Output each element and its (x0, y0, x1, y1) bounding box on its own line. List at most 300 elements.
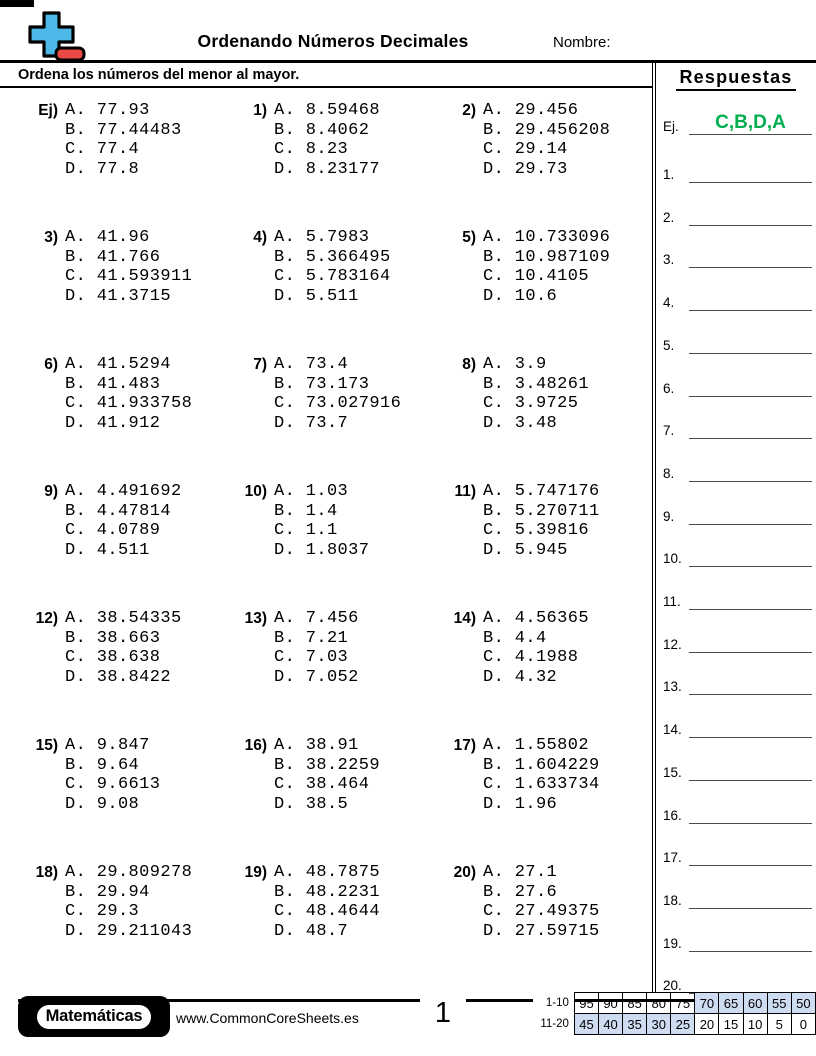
answer-slot-label: 9. (663, 508, 675, 524)
option-value: 41.766 (96, 247, 161, 267)
option-line (483, 414, 589, 434)
option-value: 8.4062 (305, 120, 370, 140)
option-letter: D. (483, 286, 505, 306)
problem-options (483, 609, 589, 687)
option-letter: B. (65, 755, 87, 775)
option-letter: B. (65, 247, 87, 267)
option-value: 1.8037 (305, 540, 370, 560)
option-value: 3.9 (514, 355, 547, 374)
option-line (65, 140, 182, 160)
option-line (483, 863, 600, 883)
option-line (274, 775, 380, 795)
problem-number: 8) (462, 356, 476, 373)
option-line (483, 609, 589, 629)
option-letter: B. (483, 247, 505, 267)
option-value: 10.4105 (514, 267, 589, 286)
option-line (274, 248, 391, 268)
problem-options (65, 101, 182, 179)
problem-options (65, 609, 182, 687)
option-letter: D. (65, 286, 87, 306)
option-value: 41.593911 (96, 267, 193, 286)
option-letter: D. (274, 159, 296, 179)
problem-options (483, 101, 610, 179)
score-cell: 25 (671, 1014, 695, 1035)
answer-slot-label: 13. (663, 679, 682, 695)
problem-block (18, 482, 227, 609)
option-letter: C. (274, 648, 296, 667)
option-line (274, 140, 380, 160)
score-cell: 35 (623, 1014, 647, 1035)
option-line (65, 541, 182, 561)
option-line (483, 795, 600, 815)
option-value: 1.96 (514, 794, 558, 814)
option-value: 38.663 (96, 628, 161, 648)
option-line (65, 375, 192, 395)
option-line (483, 101, 610, 121)
option-line (483, 394, 589, 414)
option-value: 7.03 (305, 648, 349, 667)
option-value: 1.55802 (514, 736, 589, 755)
option-line (274, 902, 380, 922)
option-value: 10.987109 (514, 247, 611, 267)
problem-block (227, 101, 436, 228)
option-letter: A. (483, 228, 505, 247)
option-value: 41.5294 (96, 355, 171, 374)
problem-options (483, 228, 610, 306)
answer-slot-label: 19. (663, 935, 682, 951)
option-line (274, 668, 359, 688)
problem-block (227, 355, 436, 482)
score-table (533, 992, 816, 1035)
brand-label: Matemáticas (34, 1002, 155, 1032)
problem-block (436, 228, 645, 355)
option-line (274, 228, 391, 248)
option-line (65, 521, 182, 541)
problem-block (227, 736, 436, 863)
problem-number: 9) (44, 483, 58, 500)
answer-slot (663, 886, 812, 909)
problem-number: 15) (35, 737, 58, 754)
option-line (274, 648, 359, 668)
option-line (65, 922, 192, 942)
option-line (483, 375, 589, 395)
option-letter: B. (483, 755, 505, 775)
answer-slot-label: 12. (663, 636, 682, 652)
option-value: 73.7 (305, 413, 349, 433)
option-letter: D. (65, 794, 87, 814)
score-cell: 50 (791, 993, 815, 1014)
problem-block (436, 736, 645, 863)
option-value: 29.3 (96, 902, 140, 921)
problems-grid (18, 101, 648, 990)
answers-panel (652, 62, 816, 993)
problem-block (227, 609, 436, 736)
score-cell: 30 (647, 1014, 671, 1035)
answer-slot (663, 672, 812, 695)
option-value: 38.91 (305, 736, 359, 755)
option-line (274, 101, 380, 121)
score-cell: 0 (791, 1014, 815, 1035)
option-letter: B. (65, 628, 87, 648)
option-letter: C. (65, 648, 87, 667)
option-value: 41.933758 (96, 394, 193, 413)
score-row-label: 1-10 (533, 993, 574, 1014)
problem-number: 6) (44, 356, 58, 373)
option-line (274, 414, 401, 434)
option-line (274, 121, 380, 141)
answer-slot-label: 4. (663, 295, 675, 311)
option-line (274, 267, 391, 287)
option-letter: B. (483, 628, 505, 648)
answer-blank-line (689, 843, 812, 866)
option-value: 7.21 (305, 628, 349, 648)
score-cell: 85 (623, 993, 647, 1014)
answer-slot-label: 16. (663, 807, 682, 823)
option-line (274, 287, 391, 307)
option-letter: A. (274, 482, 296, 501)
score-row (533, 1014, 816, 1035)
option-letter: B. (65, 120, 87, 140)
option-value: 38.54335 (96, 609, 182, 628)
option-letter: B. (483, 501, 505, 521)
option-line (65, 287, 192, 307)
answer-slot (663, 288, 812, 311)
option-letter: C. (65, 140, 87, 159)
option-value: 4.511 (96, 540, 150, 560)
option-value: 29.211043 (96, 921, 193, 941)
option-value: 5.7983 (305, 228, 370, 247)
option-letter: C. (483, 140, 505, 159)
score-cell: 90 (599, 993, 623, 1014)
option-line (65, 160, 182, 180)
option-value: 1.4 (305, 501, 338, 521)
answer-blank-line (689, 886, 812, 909)
option-line (274, 883, 380, 903)
answer-blank-line (689, 245, 812, 268)
option-value: 29.14 (514, 140, 568, 159)
answer-blank-line (689, 203, 812, 226)
option-value: 29.456 (514, 101, 579, 120)
answer-slot (663, 203, 812, 226)
answer-blank-line (689, 416, 812, 439)
option-line (483, 267, 610, 287)
score-cell: 10 (743, 1014, 767, 1035)
problem-block (18, 736, 227, 863)
option-value: 5.511 (305, 286, 359, 306)
answer-blank-line (689, 544, 812, 567)
option-letter: A. (483, 482, 505, 501)
option-line (483, 736, 600, 756)
option-line (65, 228, 192, 248)
option-line (274, 863, 380, 883)
option-value: 5.39816 (514, 521, 589, 540)
score-cell: 95 (574, 993, 598, 1014)
option-letter: D. (483, 921, 505, 941)
answer-slot-label: Ej. (663, 119, 679, 134)
option-letter: C. (274, 775, 296, 794)
option-letter: B. (65, 374, 87, 394)
option-line (65, 736, 160, 756)
scan-corner-mark (0, 0, 34, 7)
option-letter: C. (483, 648, 505, 667)
problem-block (18, 228, 227, 355)
option-letter: A. (483, 355, 505, 374)
score-cell: 65 (719, 993, 743, 1014)
problem-number: 2) (462, 102, 476, 119)
page-title: Ordenando Números Decimales (197, 31, 469, 51)
problem-options (483, 355, 589, 433)
option-value: 29.456208 (514, 120, 611, 140)
option-line (274, 502, 369, 522)
option-value: 4.0789 (96, 521, 161, 540)
option-letter: C. (274, 394, 296, 413)
option-value: 1.1 (305, 521, 338, 540)
option-letter: A. (65, 609, 87, 628)
option-line (65, 355, 192, 375)
problem-number: 5) (462, 229, 476, 246)
option-line (274, 482, 369, 502)
option-line (274, 736, 380, 756)
option-letter: D. (274, 794, 296, 814)
problem-options (274, 101, 380, 179)
problem-options (483, 482, 600, 560)
problem-number: 3) (44, 229, 58, 246)
answer-blank-line (689, 715, 812, 738)
option-line (65, 668, 182, 688)
option-letter: C. (483, 775, 505, 794)
option-letter: A. (65, 355, 87, 374)
option-letter: C. (65, 902, 87, 921)
option-value: 73.173 (305, 374, 370, 394)
option-line (274, 521, 369, 541)
option-value: 4.4 (514, 628, 547, 648)
answer-blank-line (689, 971, 812, 994)
option-line (274, 795, 380, 815)
option-value: 9.6613 (96, 775, 161, 794)
answer-slot-example (663, 108, 812, 135)
answer-slot-label: 8. (663, 465, 675, 481)
option-value: 9.08 (96, 794, 140, 814)
option-value: 48.7875 (305, 863, 380, 882)
answer-blank-line (689, 758, 812, 781)
instruction-text: Ordena los números del menor al mayor. (18, 67, 300, 83)
option-letter: B. (65, 501, 87, 521)
option-letter: A. (274, 101, 296, 120)
score-cell: 70 (695, 993, 719, 1014)
option-value: 38.2259 (305, 755, 380, 775)
option-letter: C. (274, 521, 296, 540)
option-value: 7.456 (305, 609, 359, 628)
problem-number: 13) (244, 610, 267, 627)
option-line (483, 902, 600, 922)
problem-number: 16) (244, 737, 267, 754)
option-value: 77.4 (96, 140, 140, 159)
option-line (65, 775, 160, 795)
answers-heading: Respuestas (676, 67, 795, 91)
option-letter: A. (65, 736, 87, 755)
option-line (65, 502, 182, 522)
option-line (483, 775, 600, 795)
option-value: 29.809278 (96, 863, 193, 882)
option-line (65, 414, 192, 434)
answer-blank-line (689, 502, 812, 525)
problem-number: 17) (453, 737, 476, 754)
problem-block (227, 482, 436, 609)
problem-number: 19) (244, 864, 267, 881)
problem-block (18, 609, 227, 736)
answer-slot (663, 502, 812, 525)
option-line (274, 609, 359, 629)
option-letter: D. (65, 540, 87, 560)
problem-number: 10) (244, 483, 267, 500)
option-line (483, 121, 610, 141)
option-value: 41.912 (96, 413, 161, 433)
score-cell: 40 (599, 1014, 623, 1035)
answer-slot-label: 10. (663, 551, 682, 567)
option-value: 10.6 (514, 286, 558, 306)
problem-block (227, 228, 436, 355)
option-line (65, 629, 182, 649)
option-letter: C. (65, 394, 87, 413)
option-letter: D. (483, 667, 505, 687)
answer-blank-line (689, 288, 812, 311)
score-cell: 55 (767, 993, 791, 1014)
option-line (483, 160, 610, 180)
option-value: 1.03 (305, 482, 349, 501)
option-value: 9.847 (96, 736, 150, 755)
answer-blank-line (689, 672, 812, 695)
problem-number: 11) (454, 483, 476, 500)
option-letter: D. (65, 921, 87, 941)
problem-block (436, 863, 645, 990)
option-letter: C. (483, 394, 505, 413)
answer-slot (663, 971, 812, 994)
option-line (65, 883, 192, 903)
option-letter: B. (274, 247, 296, 267)
instruction-divider (0, 86, 653, 88)
option-letter: C. (483, 902, 505, 921)
option-value: 29.94 (96, 882, 150, 902)
problem-options (274, 482, 369, 560)
problem-number: Ej) (38, 102, 58, 119)
problem-options (274, 228, 391, 306)
plus-minus-logo-icon (20, 10, 90, 63)
option-letter: D. (65, 159, 87, 179)
option-value: 4.56365 (514, 609, 589, 628)
option-value: 5.945 (514, 540, 568, 560)
answer-slot (663, 374, 812, 397)
answer-slot (663, 758, 812, 781)
option-line (274, 375, 401, 395)
option-letter: D. (65, 667, 87, 687)
option-line (483, 883, 600, 903)
answer-blank-line (689, 801, 812, 824)
option-letter: D. (65, 413, 87, 433)
problem-number: 12) (35, 610, 58, 627)
option-value: 5.747176 (514, 482, 600, 501)
option-letter: A. (483, 101, 505, 120)
site-url: www.CommonCoreSheets.es (176, 1010, 359, 1026)
problem-options (274, 355, 401, 433)
option-value: 8.23177 (305, 159, 380, 179)
option-letter: B. (274, 501, 296, 521)
answer-slot (663, 245, 812, 268)
page-number: 1 (420, 997, 466, 1034)
problem-options (65, 355, 192, 433)
option-value: 41.3715 (96, 286, 171, 306)
problem-options (65, 228, 192, 306)
option-letter: C. (483, 267, 505, 286)
option-line (274, 355, 401, 375)
option-value: 4.491692 (96, 482, 182, 501)
problem-options (483, 863, 600, 941)
option-letter: A. (274, 736, 296, 755)
answer-slot-label: 5. (663, 337, 675, 353)
option-value: 77.93 (96, 101, 150, 120)
answer-slot (663, 459, 812, 482)
answer-blank-line (689, 929, 812, 952)
score-cell: 80 (647, 993, 671, 1014)
option-value: 77.8 (96, 159, 140, 179)
answer-slot-label: 2. (663, 209, 675, 225)
option-value: 27.1 (514, 863, 558, 882)
option-value: 8.23 (305, 140, 349, 159)
option-line (483, 629, 589, 649)
problem-number: 14) (453, 610, 476, 627)
answer-blank-line (689, 374, 812, 397)
problem-block (436, 355, 645, 482)
option-letter: A. (274, 609, 296, 628)
answer-slot (663, 929, 812, 952)
option-line (274, 922, 380, 942)
option-letter: C. (65, 775, 87, 794)
answer-slot (663, 544, 812, 567)
option-line (483, 228, 610, 248)
answer-blank-line (689, 459, 812, 482)
option-line (483, 668, 589, 688)
name-label: Nombre: (553, 34, 611, 51)
option-line (483, 287, 610, 307)
option-value: 27.59715 (514, 921, 600, 941)
option-line (65, 795, 160, 815)
option-letter: B. (483, 120, 505, 140)
option-line (483, 756, 600, 776)
score-cell: 75 (671, 993, 695, 1014)
option-letter: B. (274, 120, 296, 140)
option-letter: B. (274, 374, 296, 394)
option-letter: D. (483, 413, 505, 433)
option-line (483, 355, 589, 375)
option-value: 48.2231 (305, 882, 380, 902)
problem-number: 20) (453, 864, 476, 881)
option-line (483, 248, 610, 268)
option-line (65, 648, 182, 668)
option-letter: A. (65, 482, 87, 501)
option-letter: D. (274, 540, 296, 560)
option-value: 41.483 (96, 374, 161, 394)
option-letter: B. (274, 755, 296, 775)
option-value: 5.270711 (514, 501, 600, 521)
option-letter: B. (65, 882, 87, 902)
option-line (483, 521, 600, 541)
option-value: 3.9725 (514, 394, 579, 413)
answer-slot (663, 331, 812, 354)
problem-number: 7) (253, 356, 267, 373)
option-letter: A. (274, 863, 296, 882)
option-letter: C. (483, 521, 505, 540)
option-letter: C. (65, 521, 87, 540)
problem-number: 1) (253, 102, 267, 119)
